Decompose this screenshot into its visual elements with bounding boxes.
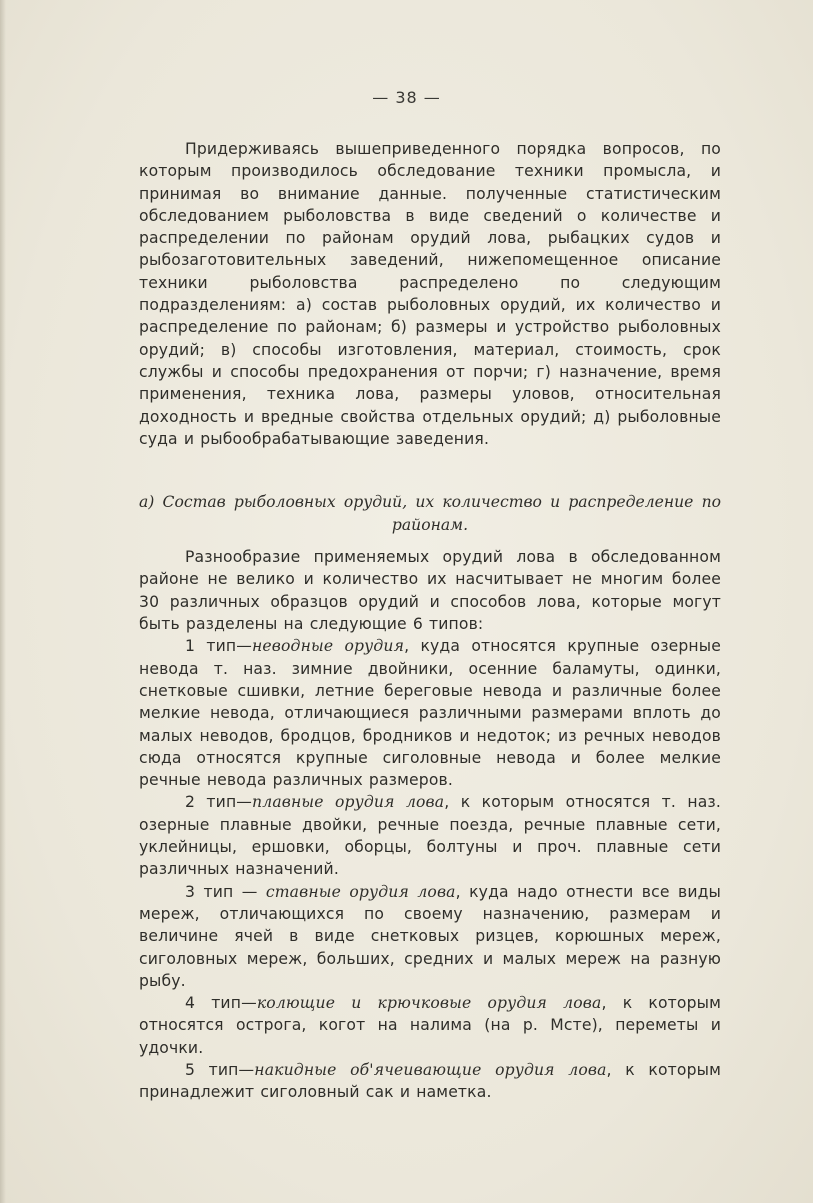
type-description: , куда относятся крупные озерные невода т. наз. зимние двойники, осенние баламуты, одинки, снетковые сшивки, летние береговые невода и различные более мелкие невода, отличающиеся различными размерами вплоть до малых неводов, бродцов, бродников и недоток; из речных неводов сюда относятся крупные сиголовные невода и более мелкие речные невода различных размеров. bbox=[139, 637, 721, 790]
type-name: накидные об'ячеивающие орудия лова bbox=[254, 1060, 607, 1079]
intro-paragraph: Придерживаясь вышеприведенного порядка вопросов, по которым производилось обследование техники промысла, и принимая во внимание данные. полученные статистическим обследованием рыболовства в виде сведений о количестве и распределении по районам орудий лова, рыбацких судов и рыбозаготовительных заведений, нижепомещенное описание техники рыболовства распределено по следующим подразделениям: а) состав рыболовных орудий, их количество и распределение по районам; б) размеры и устройство рыболовных орудий; в) способы изготовления, материал, стоимость, срок службы и способы предохранения от порчи; г) назначение, время применения, техника лова, размеры уловов, относительная доходность и вредные свойства отдельных орудий; д) рыболовные суда и рыбообрабатывающие заведения. bbox=[139, 140, 721, 448]
type-description: , к которым относятся т. наз. озерные плавные двойки, речные поезда, речные плавные сети, уклейницы, ершовки, оборцы, болтуны и проч. плавные сети различных назначений. bbox=[139, 793, 721, 879]
type-description: , куда надо отнести все виды мереж, отличающихся по своему назначению, размерам и величине ячей в виде снетковых ризцев, корюшных мереж, сиголовных мереж, больших, средних и малых мереж на разную рыбу. bbox=[139, 882, 722, 990]
section-title: а) Состав рыболовных орудий, их количество и распределение по районам. bbox=[139, 493, 721, 534]
type-prefix: 4 тип— bbox=[185, 994, 257, 1013]
type-paragraph-2 bbox=[139, 791, 721, 880]
type-name: ставные орудия лова bbox=[265, 882, 456, 901]
type-name: неводные орудия bbox=[251, 637, 405, 656]
document-body bbox=[139, 138, 721, 1104]
type-paragraph-3 bbox=[139, 881, 721, 992]
type-prefix: 1 тип— bbox=[185, 637, 252, 656]
type-paragraph-4 bbox=[139, 992, 721, 1059]
page-number: — 38 — bbox=[372, 88, 441, 107]
type-prefix: 2 тип— bbox=[185, 793, 253, 812]
type-paragraph-1 bbox=[139, 635, 721, 791]
section-lead-paragraph: Разнообразие применяемых орудий лова в обследованном районе не велико и количество их насчитывает не многим более 30 различных образцов орудий и способов лова, которые могут быть разделены на следующие 6 типов: bbox=[139, 548, 721, 634]
type-prefix: 3 тип — bbox=[185, 882, 266, 901]
type-name: плавные орудия лова bbox=[252, 793, 445, 812]
page-edge-shadow bbox=[0, 0, 6, 1203]
type-paragraph-5 bbox=[139, 1059, 721, 1104]
spacer bbox=[139, 536, 721, 546]
type-description: , к которым относятся острога, когот на налима (на р. Мсте), переметы и удочки. bbox=[139, 994, 721, 1057]
type-name: колющие и крючковые орудия лова bbox=[256, 994, 602, 1013]
type-description: , к которым принадлежит сиголовный сак и наметка. bbox=[139, 1060, 721, 1102]
type-prefix: 5 тип— bbox=[185, 1060, 255, 1079]
